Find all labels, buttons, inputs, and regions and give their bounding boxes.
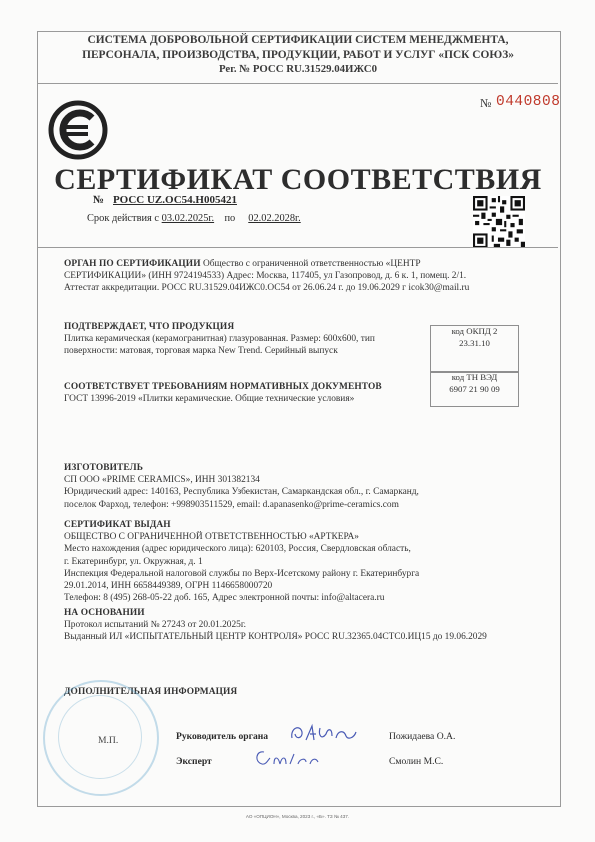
expert-label: Эксперт [176, 756, 212, 767]
manufacturer-section [64, 462, 534, 511]
okpd-label: код ОКПД 2 [451, 326, 498, 336]
valid-to: 02.02.2028г. [248, 213, 301, 224]
header-line-2: ПЕРСОНАЛА, ПРОИЗВОДСТВА, ПРОДУКЦИИ, РАБОТ И УСЛУГ «ПСК СОЮЗ» [82, 48, 514, 61]
header-registration: Рег. № РОСС RU.31529.04ИЖС0 [218, 63, 377, 76]
header-divider [38, 83, 558, 84]
organ-line-2: СЕРТИФИКАЦИИ» (ИНН 9724194533) Адрес: Москва, 117405, ул Газопровод, д. 6 к. 1, помещ. 2/1. [64, 271, 467, 282]
cert-number: РОСС UZ.ОС54.Н005421 [113, 194, 237, 206]
product-line-2: поверхности: матовая, торговая марка New Trend. Серийный выпуск [64, 346, 338, 357]
expert-name: Смолин М.С. [389, 756, 444, 767]
cert-number-label: № [93, 194, 105, 206]
organ-heading: ОРГАН ПО СЕРТИФИКАЦИИ [64, 259, 201, 269]
okpd-box [430, 325, 519, 373]
basis-section [64, 607, 544, 644]
issued-to-line-6: Телефон: 8 (495) 268-05-22 доб. 165, Адрес электронной почты: info@altacera.ru [64, 593, 385, 604]
issued-to-line-3: г. Екатеринбург, ул. Окружная, д. 1 [64, 556, 203, 567]
expert-signature [252, 746, 322, 770]
okpd-value: 23.31.10 [459, 337, 490, 348]
tnved-box [430, 371, 519, 407]
manufacturer-heading: ИЗГОТОВИТЕЛЬ [64, 463, 143, 473]
title-divider [38, 247, 558, 248]
organ-line-1: Общество с ограниченной ответственностью «ЦЕНТР [200, 259, 421, 269]
header-line-1: СИСТЕМА ДОБРОВОЛЬНОЙ СЕРТИФИКАЦИИ СИСТЕМ МЕНЕДЖМЕНТА, [87, 34, 509, 46]
head-label: Руководитель органа [176, 731, 269, 742]
validity-label: Срок действия с [87, 213, 160, 224]
basis-heading: НА ОСНОВАНИИ [64, 608, 145, 618]
qr-code-icon [473, 196, 525, 248]
issued-to-line-2: Место нахождения (адрес юридического лица): 620103, Россия, Свердловская область, [64, 544, 411, 555]
standards-section [64, 381, 424, 405]
valid-from: 03.02.2025г. [161, 213, 215, 224]
product-line-1: Плитка керамическая (керамогранитная) глазурованная. Размер: 600х600, тип [64, 334, 375, 345]
issued-to-line-1: ОБЩЕСТВО С ОГРАНИЧЕННОЙ ОТВЕТСТВЕННОСТЬЮ «АРТКЕРА» [64, 532, 359, 543]
validity-to-label: по [224, 213, 236, 224]
head-name: Пожидаева О.А. [389, 731, 456, 742]
issued-to-line-4: Инспекция Федеральной налоговой службы по Верх-Исетскому району г. Екатеринбурга [64, 568, 420, 579]
standards-heading: СООТВЕТСТВУЕТ ТРЕБОВАНИЯМ НОРМАТИВНЫХ ДОКУМЕНТОВ [64, 382, 382, 392]
product-heading: ПОДТВЕРЖДАЕТ, ЧТО ПРОДУКЦИЯ [64, 322, 235, 332]
manufacturer-line-2: Юридический адрес: 140163, Республика Узбекистан, Самаркандская обл., г. Самарканд, [64, 487, 419, 498]
head-signature [288, 720, 360, 746]
issued-to-heading: СЕРТИФИКАТ ВЫДАН [64, 520, 171, 530]
seal-place-label: М.П. [98, 735, 119, 746]
additional-heading: ДОПОЛНИТЕЛЬНАЯ ИНФОРМАЦИЯ [64, 687, 238, 697]
certification-logo-icon [48, 100, 108, 160]
form-number: 0440808 [496, 94, 561, 110]
system-header [38, 33, 558, 77]
basis-line-2: Выданный ИЛ «ИСПЫТАТЕЛЬНЫЙ ЦЕНТР КОНТРОЛЯ» РОСС RU.32365.04СТС0.ИЦ15 до 19.06.2029 [64, 632, 487, 643]
standards-line-1: ГОСТ 13996-2019 «Плитки керамические. Общие технические условия» [64, 394, 355, 405]
form-number-label: № [480, 96, 492, 110]
certificate-title: СЕРТИФИКАТ СООТВЕТСТВИЯ [54, 163, 542, 196]
issued-to-line-5: 29.01.2014, ИНН 6658449389, ОГРН 1146658000720 [64, 581, 273, 592]
printer-footer: АО «ОПЦИОН», Москва, 2023 г., «Б». ТЗ № 437. [245, 814, 350, 819]
organ-section [64, 258, 534, 295]
manufacturer-line-3: поселок Фарход, телефон: +998903511529, email: d.apanasenko@prime-ceramics.com [64, 499, 399, 510]
tnved-value: 6907 21 90 09 [449, 383, 500, 394]
basis-line-1: Протокол испытаний № 27243 от 20.01.2025г. [64, 620, 246, 631]
issued-to-section [64, 519, 534, 604]
organ-line-3: Аттестат аккредитации. РОСС RU.31529.04ИЖС0.ОС54 от 26.06.24 г. до 19.06.2029 г icok30@mail.ru [64, 283, 470, 294]
manufacturer-line-1: СП ООО «PRIME CERAMICS», ИНН 301382134 [64, 475, 260, 486]
tnved-label: код ТН ВЭД [451, 372, 498, 382]
product-section [64, 321, 424, 358]
validity-period [87, 213, 301, 224]
